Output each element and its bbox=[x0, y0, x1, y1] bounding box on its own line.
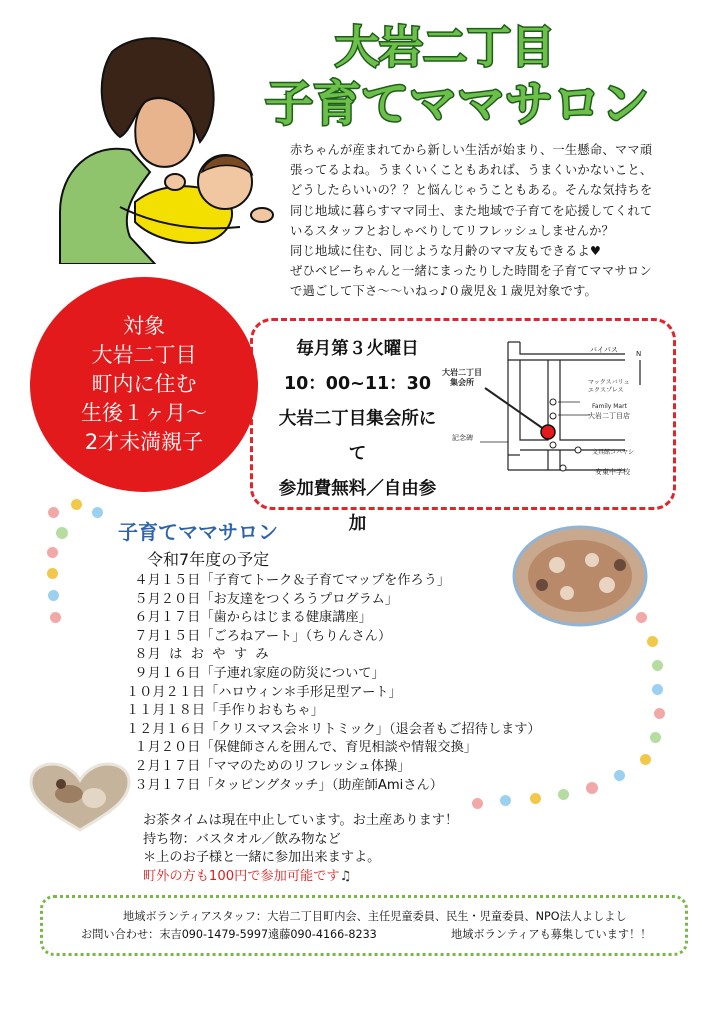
intro-line: ぜひベビーちゃんと一緒にまったりした時間を子育てママサロン bbox=[290, 264, 652, 279]
title-line1: 大岩二丁目 bbox=[335, 22, 555, 73]
schedule-item: ５月２０日「お友達をつくろうプログラム」 bbox=[126, 591, 398, 607]
intro-line: で過ごして下さ～～いねっ♪０歳児＆１歳児対象です。 bbox=[290, 284, 597, 299]
notes bbox=[143, 812, 458, 886]
maxvalu-label-1: マックスバリュ bbox=[588, 379, 630, 386]
schedule-item: １０月２１日「ハロウィン＊手形足型アート」 bbox=[126, 684, 402, 700]
schedule-item: ７月１５日「ごろねアート」（ちりんさん） bbox=[126, 628, 392, 644]
note-line: ＊上のお子様と一緒に参加出来ますよ。 bbox=[143, 850, 381, 866]
intro-line: どうしたらいいの？？と悩んじゃうこともある。そんな気持ちを bbox=[290, 183, 653, 198]
hall-marker bbox=[541, 425, 555, 439]
footer-box bbox=[40, 895, 688, 956]
decor-dot bbox=[47, 568, 58, 579]
target-badge bbox=[30, 277, 258, 492]
bypass-label: バイパス bbox=[590, 346, 618, 354]
decor-dot bbox=[50, 612, 61, 623]
info-line: 参加費無料／自由参加 bbox=[278, 479, 437, 534]
target-line: 2才未満親子 bbox=[84, 430, 204, 454]
mother-baby-illustration bbox=[40, 32, 290, 264]
stationery-label: 文具館コバヤシ bbox=[592, 449, 634, 456]
info-line: 毎月第３火曜日 bbox=[296, 339, 419, 359]
decor-dot bbox=[92, 507, 103, 518]
note-line: 持ち物：バスタオル／飲み物など bbox=[143, 831, 341, 847]
decor-dot bbox=[650, 732, 661, 743]
target-line: 町内に住む bbox=[91, 372, 197, 396]
hall-label-1: 大岩二丁目 bbox=[442, 368, 482, 377]
decor-dot bbox=[558, 789, 569, 800]
decor-dot bbox=[652, 660, 663, 671]
note-red-line bbox=[143, 868, 458, 887]
schedule-item: １１月１８日「手作りおもちゃ」 bbox=[126, 703, 324, 719]
target-line: 対象 bbox=[123, 314, 165, 338]
hall-label-2: 集会所 bbox=[450, 378, 474, 387]
info-line: 大岩二丁目集会所にて bbox=[278, 409, 437, 464]
schedule-item: ４月１５日「子育てトーク＆子育てマップを作ろう」 bbox=[126, 573, 451, 588]
footer-staff: 地域ボランティアスタッフ：大岩二丁目町内会、主任児童委員、民生・児童委員、NPO法人よしよし bbox=[123, 910, 627, 923]
decor-dot bbox=[48, 590, 59, 601]
familymart-label: Family Mart bbox=[592, 403, 627, 410]
schedule-list bbox=[126, 572, 541, 795]
decor-dot bbox=[652, 684, 663, 695]
decor-dot bbox=[71, 499, 82, 510]
schedule-info bbox=[275, 332, 440, 542]
intro-text bbox=[290, 140, 710, 302]
store-label: 大岩二丁目店 bbox=[588, 412, 630, 420]
decor-dot bbox=[47, 547, 58, 558]
school-label: 安東中学校 bbox=[595, 468, 630, 476]
schedule-item: １月２０日「保健師さんを囲んで、育児相談や情報交換」 bbox=[126, 740, 477, 756]
intro-line: 張ってるよね。うまくいくこともあれば、うまくいかないこと、 bbox=[290, 163, 653, 178]
decor-dot bbox=[56, 527, 68, 539]
heart-photo bbox=[29, 762, 131, 832]
target-line: 生後１ヶ月～ bbox=[81, 401, 207, 425]
year-title: 令和7年度の予定 bbox=[147, 550, 270, 569]
schedule-item: ９月１６日「子連れ家庭の防災について」 bbox=[126, 665, 385, 681]
intro-line: 同じ地域に住む、同じような月齢のママ友もできるよ♥ bbox=[290, 244, 602, 259]
decor-dot bbox=[586, 782, 598, 794]
decor-dot bbox=[500, 795, 511, 806]
decor-dot bbox=[48, 507, 59, 518]
schedule-item: １２月１６日「クリスマス会＊リトミック」（退会者もご招待します） bbox=[126, 721, 541, 737]
salon-title: 子育てママサロン bbox=[118, 520, 278, 544]
decor-dot bbox=[614, 770, 625, 781]
intro-line: いるスタッフとおしゃべりしてリフレッシュしませんか？ bbox=[290, 223, 615, 238]
maxvalu-label-2: エクスプレス bbox=[588, 387, 624, 394]
decor-dot bbox=[640, 754, 651, 765]
decor-dot bbox=[472, 798, 483, 809]
title-line2: 子育てママサロン bbox=[265, 76, 650, 132]
info-line: 10：00~11：30 bbox=[283, 374, 432, 394]
schedule-item: ８月 は お や す み bbox=[126, 647, 269, 663]
schedule-item: ６月１７日「歯からはじまる健康講座」 bbox=[126, 610, 372, 626]
decor-dot bbox=[647, 636, 658, 647]
access-map bbox=[440, 330, 665, 490]
north-label: N bbox=[636, 350, 642, 358]
schedule-item: ３月１７日「タッピングタッチ」（助産師Amiさん） bbox=[126, 777, 443, 793]
schedule-item: ２月１７日「ママのためのリフレッシュ体操」 bbox=[126, 758, 411, 774]
note-line: お茶タイムは現在中止しています。お土産あります！ bbox=[143, 813, 459, 828]
footer-contact: お問い合わせ：末吉090-1479-5997遠藤090-4166-8233 bbox=[81, 928, 377, 941]
intro-line: 赤ちゃんが産まれてから新しい生活が始まり、一生懸命、ママ頑 bbox=[290, 143, 653, 157]
footer-recruit: 地域ボランティアも募集しています！！ bbox=[451, 928, 652, 941]
monument-label: 記念碑 bbox=[452, 434, 473, 442]
intro-line: 同じ地域に暮らすママ同士、また地域で子育てを応援してくれて bbox=[290, 203, 653, 218]
decor-dot bbox=[654, 708, 665, 719]
target-line: 大岩二丁目 bbox=[91, 343, 197, 367]
note-red-text: 町外の方も100円で参加可能です bbox=[143, 868, 340, 884]
music-note-icon: ♫ bbox=[339, 868, 352, 884]
page-title bbox=[255, 8, 695, 138]
